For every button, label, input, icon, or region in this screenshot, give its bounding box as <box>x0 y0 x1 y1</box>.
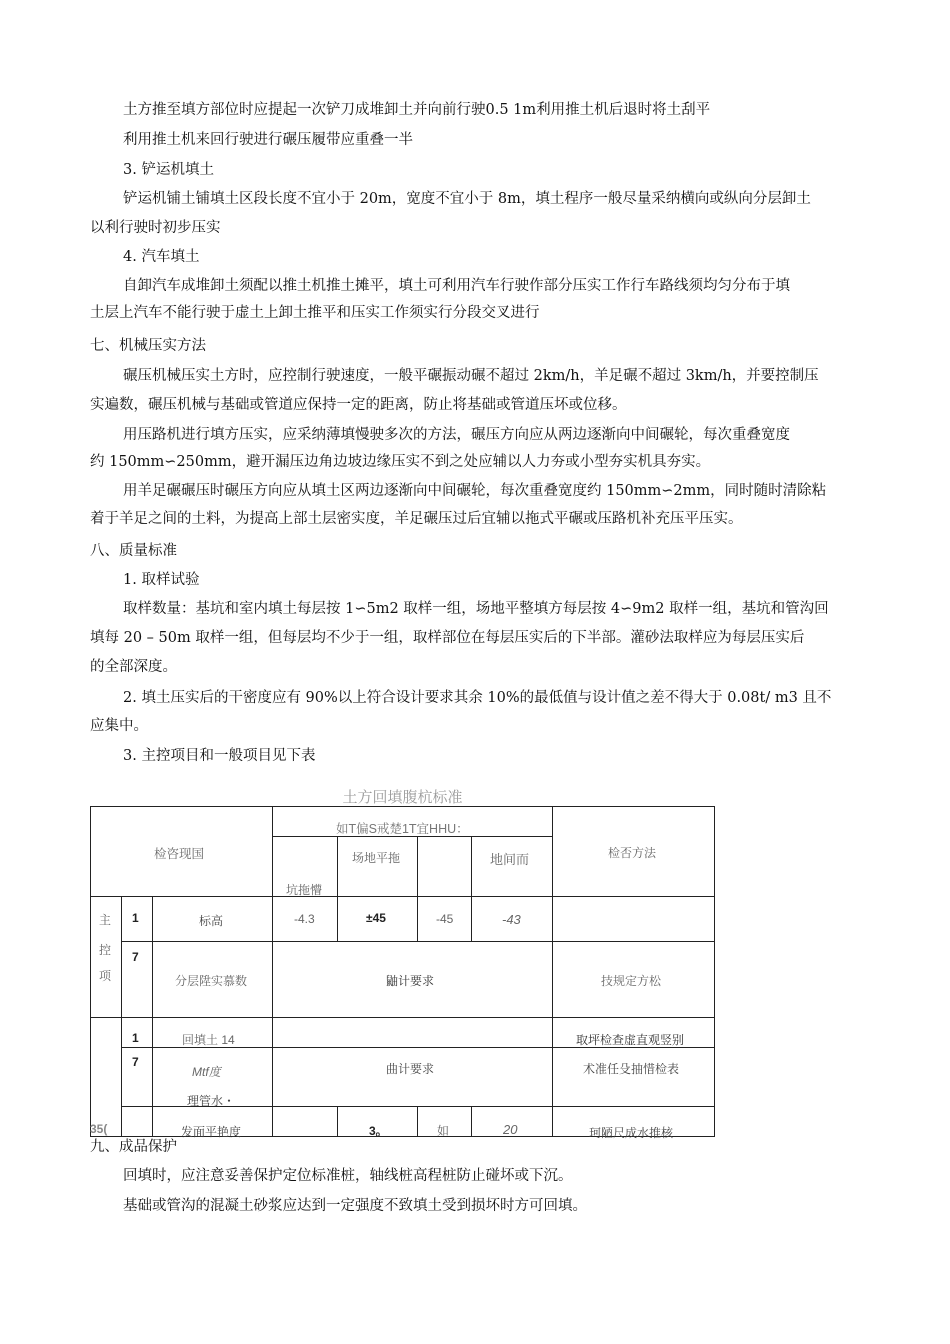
header-sub2: 场地平拖 <box>352 851 401 865</box>
subheading: 3. 铲运机填土 <box>123 162 214 178</box>
paragraph: 用压路机进行填方压实，应采纳薄填慢驶多次的方法，碾压方向应从两边逐渐向中间碾轮，每次重叠宽度 <box>123 427 790 443</box>
row-name: Mtf度 <box>192 1065 221 1079</box>
row-merged: 鼬计要求 <box>386 974 435 988</box>
section-heading: 九、成品保护 <box>90 1139 177 1155</box>
paragraph: 回填时，应注意妥善保护定位标准桩，轴线桩高程桩防止碰坏或下沉。 <box>123 1168 573 1184</box>
row-name: 回填土 14 <box>182 1033 235 1047</box>
paragraph: 碾压机械压实土方时，应控制行驶速度，一般平碾振动碾不超过 2km/h，羊足碾不超过 3km/h，并要控制压 <box>123 368 819 384</box>
paragraph: 基础或管沟的混凝土砂浆应达到一定强度不致填土受到损坏时方可回填。 <box>123 1198 587 1214</box>
subheading: 1. 取样试验 <box>123 572 200 588</box>
section-heading: 七、机械压实方法 <box>90 338 206 354</box>
row-no: 7 <box>132 1055 139 1069</box>
row-value: 20 <box>503 1122 518 1137</box>
paragraph: 自卸汽车成堆卸土须配以推土机推土摊平，填土可利用汽车行驶作部分压实工作行车路线须均匀分布于填 <box>123 278 790 294</box>
row-name: 发面平艳度 <box>181 1125 242 1139</box>
header-group: 如T偏S戒楚1T宜HHU： <box>336 822 469 836</box>
paragraph: 铲运机铺土铺填土区段长度不宜小于 20m，宽度不宜小于 8m，填土程序一般尽量采纳横向或纵向分层卸土 <box>123 191 811 207</box>
row-method: 术准任殳抽惜检表 <box>583 1062 680 1076</box>
header-sub4: 地间而 <box>490 852 530 867</box>
header-sub1: 坑拖懵 <box>286 883 323 897</box>
row-method: 珂陋尺成水推核 <box>589 1126 674 1140</box>
row-no: 1 <box>132 1031 139 1045</box>
row-value: -4.3 <box>294 912 315 926</box>
main-label-char: 控 <box>99 943 112 957</box>
row-value: -43 <box>502 912 521 927</box>
header-method: 检否方法 <box>608 846 657 860</box>
row-value: 3。 <box>369 1124 388 1138</box>
row-method: 取坪检查虚直观竖别 <box>576 1033 685 1047</box>
row-merged: 曲计要求 <box>386 1062 435 1076</box>
paragraph: 着于羊足之间的土料，为提高上部土层密实度，羊足碾压过后宜辅以拖式平碾或压路机补充压平压实。 <box>90 511 743 527</box>
main-label-char: 项 <box>99 969 112 983</box>
subheading: 4. 汽车填土 <box>123 249 200 265</box>
row-value: 如 <box>437 1124 450 1138</box>
paragraph: 利用推土机来回行驶进行碾压履带应重叠一半 <box>123 132 413 148</box>
paragraph: 填每 20 – 50m 取样一组，但每层均不少于一组，取样部位在每层压实后的下半部。灌砂法取样应为每层压实后 <box>90 630 805 646</box>
section-heading: 八、质量标准 <box>90 543 177 559</box>
main-label-char: 主 <box>99 913 112 927</box>
row-no: 7 <box>132 950 139 964</box>
paragraph: 约 150mm∽250mm，避开漏压边角边坡边缘压实不到之处应辅以人力夯或小型夯实机具夯实。 <box>90 454 711 470</box>
paragraph: 应集中。 <box>90 718 148 734</box>
paragraph: 实遍数，碾压机械与基础或管道应保持一定的距离，防止将基础或管道压坏或位移。 <box>90 397 627 413</box>
row-no: 1 <box>132 911 139 925</box>
row-name-2: 理管水・ <box>187 1094 236 1108</box>
row-value: -45 <box>436 912 454 926</box>
row-method: 技规定方松 <box>601 974 662 988</box>
subheading: 3. 主控项目和一般项目见下表 <box>123 748 316 764</box>
paragraph: 土方推至填方部位时应提起一次铲刀成堆卸土并向前行驶0.5 1m利用推土机后退时将土刮平 <box>123 102 711 118</box>
paragraph: 取样数量：基坑和室内填土每层按 1∽5m2 取样一组，场地平整填方每层按 4∽9m2 取样一组，基坑和管沟回 <box>123 601 829 617</box>
row-name: 标高 <box>199 914 224 928</box>
paragraph: 的全部深度。 <box>90 659 177 675</box>
row-value: ±45 <box>366 911 386 925</box>
paragraph: 土层上汽车不能行驶于虚土上卸土推平和压实工作须实行分段交叉进行 <box>90 305 540 321</box>
table-title: 土方回填腹杭标准 <box>342 789 463 806</box>
paragraph: 以利行驶时初步压实 <box>90 220 221 236</box>
general-label: 35( <box>90 1122 108 1136</box>
header-item: 检咨现国 <box>154 847 205 861</box>
row-name: 分层陞实慕数 <box>175 974 248 988</box>
paragraph: 2. 填土压实后的干密度应有 90%以上符合设计要求其余 10%的最低值与设计值之差不得大于 0.08t/ m3 且不 <box>123 690 832 706</box>
paragraph: 用羊足碾碾压时碾压方向应从填土区两边逐渐向中间碾轮，每次重叠宽度约 150mm∽2mm，同时随时清除粘 <box>123 483 827 499</box>
